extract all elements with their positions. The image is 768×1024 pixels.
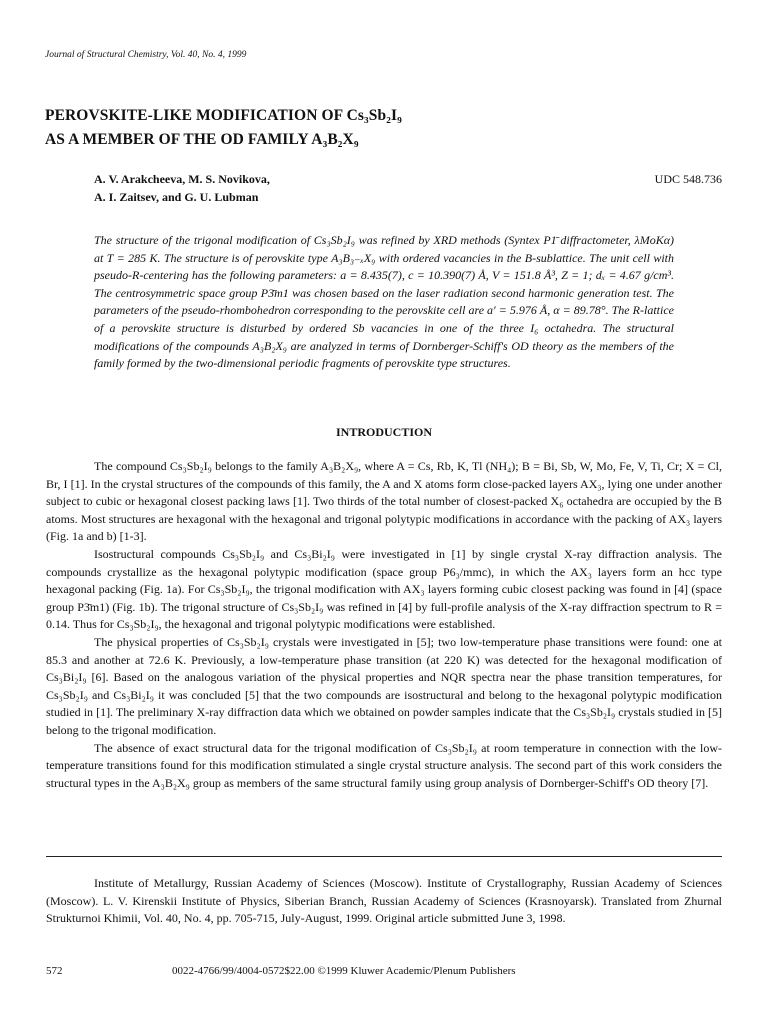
footnote bbox=[46, 875, 722, 928]
abstract bbox=[94, 232, 674, 373]
copyright-line: 0022-4766/99/4004-0572$22.00 ©1999 Kluwer Academic/Plenum Publishers bbox=[172, 965, 516, 977]
udc-code: UDC 548.736 bbox=[654, 172, 722, 186]
abstract-text: The structure of the trigonal modification of Cs₃Sb₂I₉ was refined by XRD methods (Syntex P1̄ diffractometer, λMoKα) at T = 285 K. The structure is of perovskite type A₃B₃₋ₓX₉ with ordered vacancies in the B-sublattice. The unit cell with pseudo-R-centering has the following parameters: a = 8.435(7), c = 10.390(7) Å, V = 151.8 Å³, Z = 1; dₓ = 4.67 g/cm³. The centrosymmetric space group P3̄m1 was chosen based on the laser radiation second harmonic generation test. The parameters of the pseudo-rhombohedron corresponding to the perovskite cell are a′ = 5.976 Å, α = 89.78°. The R-lattice of a perovskite structure is disturbed by ordered Sb vacancies in one of the three I₆ octahedra. The structural modifications of the compounds A₃B₂X₉ are analyzed in terms of Dornberger-Schiff's OD theory as the members of the family formed by the two-dimensional periodic fragments of perovskite type structures. bbox=[94, 233, 674, 371]
paragraph: Isostructural compounds Cs₃Sb₂I₉ and Cs₃Bi₂I₉ were investigated in [1] by single crystal X-ray diffraction analysis. The compounds crystallize as the hexagonal polytypic modification (space group P6₃/mmc), in which the AX₃ layers form an hcc type hexagonal packing (Fig. 1a). For Cs₃Sb₂I₉, the trigonal modification with AX₃ layers forming cubic closest packing was found in [4] (space group P3̄m1) (Fig. 1b). The trigonal structure of Cs₃Sb₂I₉ was refined in [4] by full-profile analysis of the X-ray diffraction spectrum to R = 0.14. Thus for Cs₃Sb₂I₉, the hexagonal and trigonal polytypic modifications were established. bbox=[46, 546, 722, 632]
body-text bbox=[46, 458, 722, 792]
title-line-2: AS A MEMBER OF THE OD FAMILY A₃B₂X₉ bbox=[45, 131, 359, 148]
section-heading: INTRODUCTION bbox=[335, 425, 432, 439]
page-number: 572 bbox=[46, 965, 63, 977]
authors-line-2: A. I. Zaitsev, and G. U. Lubman bbox=[94, 190, 259, 204]
paragraph: The absence of exact structural data for the trigonal modification of Cs₃Sb₂I₉ at room temperature in connection with the low-temperature transitions found for this modification stimulated a single crystal structure analysis. The second part of this work considers the structural types in the A₃B₂X₉ group as members of the same structural family using group analysis of Dornberger-Schiff's OD theory [7]. bbox=[46, 740, 722, 790]
footnote-divider bbox=[46, 856, 722, 857]
author-list bbox=[94, 170, 270, 206]
authors-line-1: A. V. Arakcheeva, M. S. Novikova, bbox=[94, 172, 270, 186]
paper-title bbox=[45, 104, 402, 152]
title-line-1: PEROVSKITE-LIKE MODIFICATION OF Cs₃Sb₂I₉ bbox=[45, 107, 402, 124]
footnote-text: Institute of Metallurgy, Russian Academy of Sciences (Moscow). Institute of Crystallography, Russian Academy of Sciences (Moscow). L. V. Kirenskii Institute of Physics, Siberian Branch, Russian Academy of Sciences (Krasnoyarsk). Translated from Zhurnal Strukturnoi Khimii, Vol. 40, No. 4, pp. 705-715, July-August, 1999. Original article submitted June 3, 1998. bbox=[46, 876, 722, 926]
paragraph: The physical properties of Cs₃Sb₂I₉ crystals were investigated in [5]; two low-temperature phase transitions were found: one at 85.3 and another at 72.6 K. Previously, a low-temperature phase transition (at 220 K) was detected for the hexagonal modification of Cs₃Bi₂I₉ [6]. Based on the analogous variation of the physical properties and NQR spectra near the phase transition temperatures, for Cs₃Sb₂I₉ and Cs₃Bi₂I₉ it was concluded [5] that the two compounds are isostructural and belong to the hexagonal polytypic modification studied in [1]. The preliminary X-ray diffraction data which we obtained on powder samples indicate that the Cs₃Sb₂I₉ crystals studied in [5] belong to the trigonal modification. bbox=[46, 634, 722, 737]
paragraph: The compound Cs₃Sb₂I₉ belongs to the family A₃B₂X₉, where A = Cs, Rb, K, Tl (NH₄); B = Bi, Sb, W, Mo, Fe, V, Ti, Cr; X = Cl, Br, I [1]. In the crystal structures of the compounds of this family, the A and X atoms form close-packed layers AX₃, lying one under another subject to cubic or hexagonal closest packing laws [1]. Two thirds of the total number of closest-packed X₆ octahedra are occupied by the B atoms. Most structures are hexagonal with the hexagonal and trigonal polytypic modifications in accordance with the packing of AX₃ layers (Fig. 1a and b) [1-3]. bbox=[46, 459, 722, 544]
journal-header: Journal of Structural Chemistry, Vol. 40, No. 4, 1999 bbox=[45, 50, 247, 60]
